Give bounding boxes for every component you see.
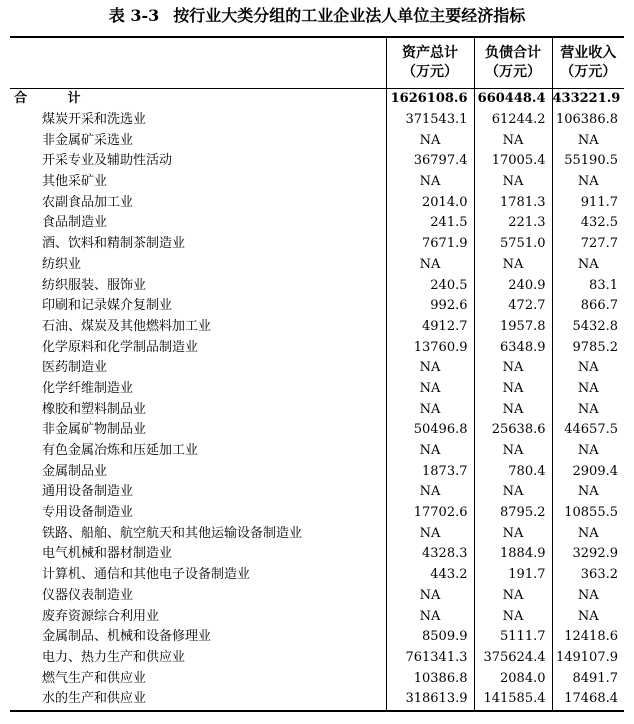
revenue-cell: 10855.5 bbox=[552, 503, 624, 524]
table-row bbox=[10, 441, 624, 462]
revenue-cell: 55190.5 bbox=[552, 151, 624, 172]
table-row bbox=[10, 337, 624, 358]
revenue-cell: 106386.8 bbox=[552, 110, 624, 131]
assets-cell: 2014.0 bbox=[386, 192, 474, 213]
revenue-cell: NA bbox=[552, 523, 624, 544]
industry-name-cell: 化学纤维制造业 bbox=[42, 380, 134, 396]
industry-name-cell: 农副食品加工业 bbox=[42, 194, 134, 210]
revenue-cell: 363.2 bbox=[552, 565, 624, 586]
revenue-cell: NA bbox=[552, 399, 624, 420]
industry-name-cell: 其他采矿业 bbox=[42, 174, 108, 190]
revenue-cell: NA bbox=[552, 482, 624, 503]
assets-cell: 36797.4 bbox=[386, 151, 474, 172]
table-row bbox=[10, 668, 624, 689]
header-assets bbox=[386, 37, 474, 89]
liabilities-cell: NA bbox=[474, 606, 552, 627]
revenue-cell: 44657.5 bbox=[552, 420, 624, 441]
industry-name-cell: 医药制造业 bbox=[42, 360, 108, 376]
industry-name-cell: 水的生产和供应业 bbox=[10, 689, 386, 711]
liabilities-cell: 2084.0 bbox=[474, 668, 552, 689]
liabilities-cell: 5751.0 bbox=[474, 234, 552, 255]
table-row bbox=[10, 648, 624, 669]
revenue-cell: 2909.4 bbox=[552, 461, 624, 482]
liabilities-cell: NA bbox=[474, 172, 552, 193]
table-row bbox=[10, 213, 624, 234]
assets-cell: 17702.6 bbox=[386, 503, 474, 524]
liabilities-cell: 17005.4 bbox=[474, 151, 552, 172]
header-assets-unit: （万元） bbox=[402, 64, 458, 80]
industry-name-cell: 电力、热力生产和供应业 bbox=[42, 649, 186, 665]
table-header-row bbox=[10, 37, 624, 89]
total-row bbox=[10, 89, 624, 110]
revenue-cell: 911.7 bbox=[552, 192, 624, 213]
revenue-cell: 12418.6 bbox=[552, 627, 624, 648]
table-number: 表 3-3 bbox=[108, 6, 160, 25]
industry-name-cell: 橡胶和塑料制品业 bbox=[42, 401, 147, 417]
table-row bbox=[10, 296, 624, 317]
table-row bbox=[10, 192, 624, 213]
table-row bbox=[10, 461, 624, 482]
table-row bbox=[10, 130, 624, 151]
revenue-cell: 9785.2 bbox=[552, 337, 624, 358]
table-title bbox=[0, 6, 634, 26]
liabilities-cell: 472.7 bbox=[474, 296, 552, 317]
assets-cell: NA bbox=[386, 399, 474, 420]
assets-cell: NA bbox=[386, 482, 474, 503]
liabilities-cell: NA bbox=[474, 586, 552, 607]
assets-cell: NA bbox=[386, 172, 474, 193]
table-row bbox=[10, 565, 624, 586]
industry-name-cell: 化学原料和化学制品制造业 bbox=[42, 339, 199, 355]
assets-cell: 443.2 bbox=[386, 565, 474, 586]
assets-cell: NA bbox=[386, 606, 474, 627]
assets-cell: 50496.8 bbox=[386, 420, 474, 441]
liabilities-cell: NA bbox=[474, 358, 552, 379]
industry-name-cell: 纺织服装、服饰业 bbox=[42, 277, 147, 293]
industry-name-cell: 金属制品业 bbox=[42, 463, 108, 479]
assets-cell: 4328.3 bbox=[386, 544, 474, 565]
industry-name-cell: 开采专业及辅助性活动 bbox=[42, 153, 173, 169]
table-row bbox=[10, 544, 624, 565]
header-industry bbox=[10, 37, 386, 89]
liabilities-cell: 8795.2 bbox=[474, 503, 552, 524]
table-row bbox=[10, 523, 624, 544]
industry-name-cell: 酒、饮料和精制茶制造业 bbox=[42, 236, 186, 252]
liabilities-cell: 660448.4 bbox=[474, 89, 552, 110]
table-row bbox=[10, 317, 624, 338]
industry-name-cell: 非金属矿物制品业 bbox=[42, 422, 147, 438]
assets-cell: 1873.7 bbox=[386, 461, 474, 482]
header-revenue bbox=[552, 37, 624, 89]
table-row bbox=[10, 503, 624, 524]
header-revenue-unit: （万元） bbox=[560, 64, 617, 80]
header-revenue-label: 营业收入 bbox=[560, 45, 617, 61]
revenue-cell: 17468.4 bbox=[552, 689, 624, 711]
liabilities-cell: 5111.7 bbox=[474, 627, 552, 648]
assets-cell: 240.5 bbox=[386, 275, 474, 296]
assets-cell: 13760.9 bbox=[386, 337, 474, 358]
revenue-cell: NA bbox=[552, 172, 624, 193]
assets-cell: 1626108.6 bbox=[386, 89, 474, 110]
liabilities-cell: 141585.4 bbox=[474, 689, 552, 711]
table-row bbox=[10, 110, 624, 131]
liabilities-cell: 780.4 bbox=[474, 461, 552, 482]
industry-name-cell: 食品制造业 bbox=[42, 215, 108, 231]
industry-name-cell: 铁路、船舶、航空航天和其他运输设备制造业 bbox=[42, 525, 303, 541]
assets-cell: 7671.9 bbox=[386, 234, 474, 255]
industry-name-cell: 合 计 bbox=[14, 91, 99, 107]
liabilities-cell: NA bbox=[474, 130, 552, 151]
industry-name-cell: 有色金属冶炼和压延加工业 bbox=[42, 443, 199, 459]
industry-name-cell: 燃气生产和供应业 bbox=[42, 670, 147, 686]
revenue-cell: 432.5 bbox=[552, 213, 624, 234]
assets-cell: NA bbox=[386, 379, 474, 400]
table-row bbox=[10, 358, 624, 379]
table-row bbox=[10, 606, 624, 627]
liabilities-cell: NA bbox=[474, 441, 552, 462]
table-row bbox=[10, 172, 624, 193]
liabilities-cell: 61244.2 bbox=[474, 110, 552, 131]
liabilities-cell: NA bbox=[474, 523, 552, 544]
revenue-cell: 5432.8 bbox=[552, 317, 624, 338]
table-title-text: 按行业大类分组的工业企业法人单位主要经济指标 bbox=[173, 6, 526, 25]
revenue-cell: 727.7 bbox=[552, 234, 624, 255]
liabilities-cell: NA bbox=[474, 482, 552, 503]
assets-cell: 241.5 bbox=[386, 213, 474, 234]
assets-cell: 371543.1 bbox=[386, 110, 474, 131]
liabilities-cell: 6348.9 bbox=[474, 337, 552, 358]
industry-name-cell: 金属制品、机械和设备修理业 bbox=[42, 629, 212, 645]
table-row bbox=[10, 420, 624, 441]
revenue-cell: 149107.9 bbox=[552, 648, 624, 669]
industry-name-cell: 非金属矿采选业 bbox=[42, 132, 134, 148]
industry-name-cell: 专用设备制造业 bbox=[42, 505, 134, 521]
revenue-cell: NA bbox=[552, 586, 624, 607]
table-row bbox=[10, 689, 624, 711]
industry-name-cell: 仪器仪表制造业 bbox=[42, 587, 134, 603]
liabilities-cell: NA bbox=[474, 255, 552, 276]
revenue-cell: NA bbox=[552, 441, 624, 462]
header-liabilities-unit: （万元） bbox=[485, 64, 541, 80]
liabilities-cell: 375624.4 bbox=[474, 648, 552, 669]
revenue-cell: 8491.7 bbox=[552, 668, 624, 689]
header-liabilities bbox=[474, 37, 552, 89]
assets-cell: 8509.9 bbox=[386, 627, 474, 648]
liabilities-cell: 221.3 bbox=[474, 213, 552, 234]
header-liabilities-label: 负债合计 bbox=[485, 45, 541, 61]
industry-name-cell: 电气机械和器材制造业 bbox=[42, 546, 173, 562]
table-row bbox=[10, 275, 624, 296]
assets-cell: NA bbox=[386, 130, 474, 151]
table-row bbox=[10, 234, 624, 255]
table-row bbox=[10, 627, 624, 648]
industry-name-cell: 计算机、通信和其他电子设备制造业 bbox=[42, 567, 251, 583]
revenue-cell: 83.1 bbox=[552, 275, 624, 296]
assets-cell: NA bbox=[386, 586, 474, 607]
assets-cell: 761341.3 bbox=[386, 648, 474, 669]
liabilities-cell: NA bbox=[474, 379, 552, 400]
assets-cell: NA bbox=[386, 523, 474, 544]
revenue-cell: 866.7 bbox=[552, 296, 624, 317]
assets-cell: NA bbox=[386, 255, 474, 276]
assets-cell: NA bbox=[386, 358, 474, 379]
industry-name-cell: 印刷和记录媒介复制业 bbox=[42, 298, 173, 314]
revenue-cell: NA bbox=[552, 255, 624, 276]
revenue-cell: 3292.9 bbox=[552, 544, 624, 565]
table-row bbox=[10, 151, 624, 172]
table-row bbox=[10, 586, 624, 607]
liabilities-cell: 1884.9 bbox=[474, 544, 552, 565]
revenue-cell: NA bbox=[552, 358, 624, 379]
table-row bbox=[10, 482, 624, 503]
liabilities-cell: 191.7 bbox=[474, 565, 552, 586]
revenue-cell: 433221.9 bbox=[552, 89, 624, 110]
table-body bbox=[10, 89, 624, 711]
assets-cell: NA bbox=[386, 441, 474, 462]
assets-cell: 992.6 bbox=[386, 296, 474, 317]
revenue-cell: NA bbox=[552, 130, 624, 151]
assets-cell: 4912.7 bbox=[386, 317, 474, 338]
revenue-cell: NA bbox=[552, 379, 624, 400]
liabilities-cell: 25638.6 bbox=[474, 420, 552, 441]
economic-indicators-table bbox=[10, 36, 624, 712]
assets-cell: 318613.9 bbox=[386, 689, 474, 711]
industry-name-cell: 煤炭开采和洗选业 bbox=[42, 112, 147, 128]
industry-name-cell: 废弃资源综合利用业 bbox=[42, 608, 160, 624]
table-row bbox=[10, 399, 624, 420]
industry-name-cell: 纺织业 bbox=[42, 256, 82, 272]
assets-cell: 10386.8 bbox=[386, 668, 474, 689]
industry-name-cell: 石油、煤炭及其他燃料加工业 bbox=[42, 318, 212, 334]
table-row bbox=[10, 255, 624, 276]
revenue-cell: NA bbox=[552, 606, 624, 627]
liabilities-cell: 240.9 bbox=[474, 275, 552, 296]
table-row bbox=[10, 379, 624, 400]
industry-name-cell: 通用设备制造业 bbox=[42, 484, 134, 500]
liabilities-cell: NA bbox=[474, 399, 552, 420]
liabilities-cell: 1781.3 bbox=[474, 192, 552, 213]
header-assets-label: 资产总计 bbox=[402, 45, 458, 61]
liabilities-cell: 1957.8 bbox=[474, 317, 552, 338]
